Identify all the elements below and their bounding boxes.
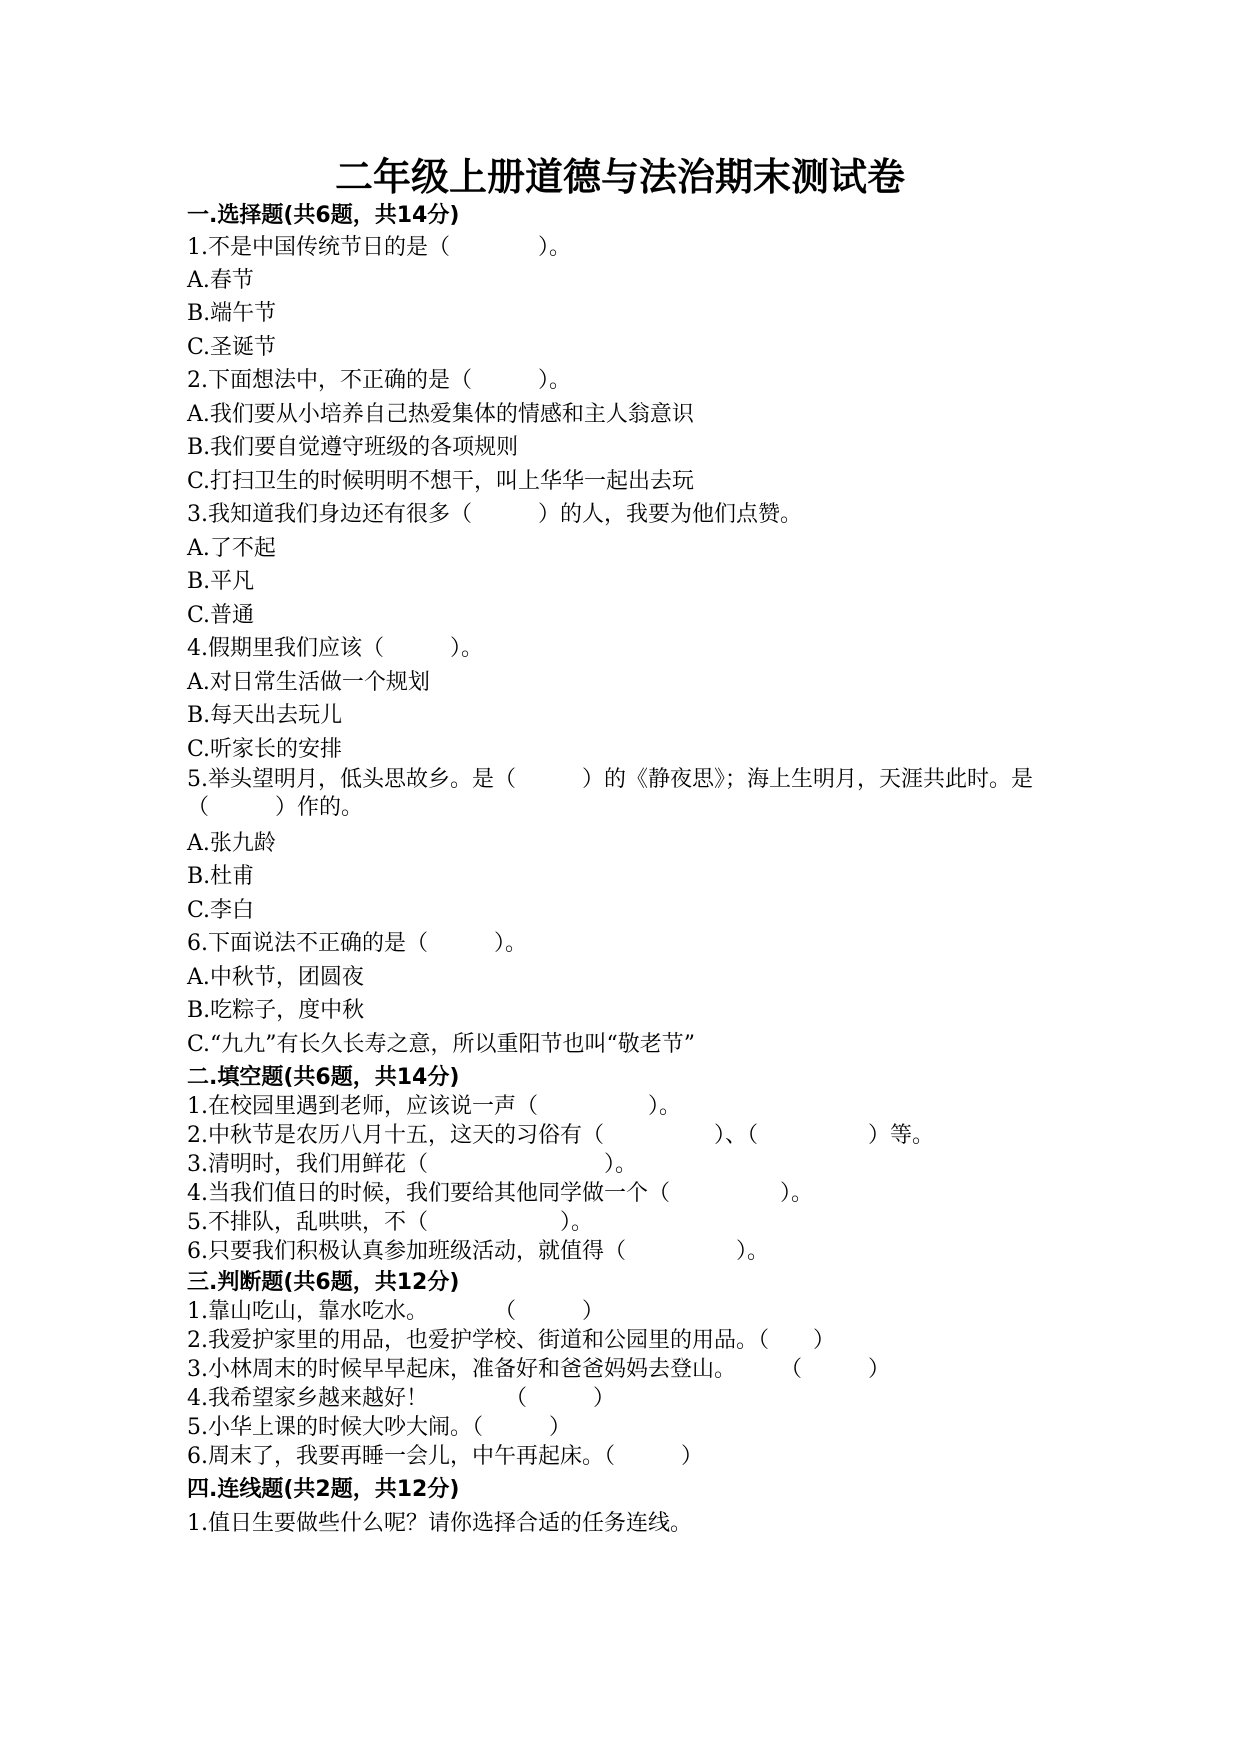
option: A.对日常生活做一个规划 bbox=[187, 670, 430, 695]
question: 1.靠山吃山，靠水吃水。 （ ） bbox=[187, 1299, 604, 1324]
option: B.杜甫 bbox=[187, 864, 255, 889]
option: C.圣诞节 bbox=[187, 335, 277, 360]
option: B.吃粽子，度中秋 bbox=[187, 998, 365, 1023]
question: 1.在校园里遇到老师，应该说一声（ ）。 bbox=[187, 1094, 681, 1119]
question: 6.只要我们积极认真参加班级活动，就值得（ ）。 bbox=[187, 1239, 769, 1264]
question: 2.我爱护家里的用品，也爱护学校、街道和公园里的用品。（ ） bbox=[187, 1328, 835, 1353]
section-heading-match: 四.连线题(共2题，共12分) bbox=[187, 1477, 460, 1502]
option: A.春节 bbox=[187, 268, 254, 293]
option: B.端午节 bbox=[187, 301, 277, 326]
option: C.普通 bbox=[187, 603, 255, 628]
option: C.李白 bbox=[187, 898, 255, 923]
option: A.我们要从小培养自己热爱集体的情感和主人翁意识 bbox=[187, 402, 694, 427]
option: C.打扫卫生的时候明明不想干，叫上华华一起出去玩 bbox=[187, 469, 695, 494]
option: A.张九龄 bbox=[187, 831, 276, 856]
section-heading-judge: 三.判断题(共6题，共12分) bbox=[187, 1270, 460, 1295]
question: 1.不是中国传统节日的是（ ）。 bbox=[187, 235, 571, 260]
question: 3.我知道我们身边还有很多（ ）的人，我要为他们点赞。 bbox=[187, 502, 802, 527]
option: B.平凡 bbox=[187, 569, 255, 594]
question: 1.值日生要做些什么呢？请你选择合适的任务连线。 bbox=[187, 1511, 692, 1536]
question: 4.当我们值日的时候，我们要给其他同学做一个（ ）。 bbox=[187, 1181, 813, 1206]
question: 4.假期里我们应该（ ）。 bbox=[187, 636, 483, 661]
question: 5.不排队，乱哄哄，不（ ）。 bbox=[187, 1210, 593, 1235]
question: 6.周末了，我要再睡一会儿，中午再起床。（ ） bbox=[187, 1444, 703, 1469]
question: 5.小华上课的时候大吵大闹。（ ） bbox=[187, 1415, 571, 1440]
option: B.每天出去玩儿 bbox=[187, 703, 343, 728]
question: 2.下面想法中，不正确的是（ ）。 bbox=[187, 368, 571, 393]
question: 3.小林周末的时候早早起床，准备好和爸爸妈妈去登山。 （ ） bbox=[187, 1357, 890, 1382]
option: A.中秋节，团圆夜 bbox=[187, 965, 364, 990]
section-heading-choice: 一.选择题(共6题，共14分) bbox=[187, 203, 460, 228]
question: 5.举头望明月，低头思故乡。是（ ）的《静夜思》；海上生明月，天涯共此时。是（ ）作的。 bbox=[187, 767, 1033, 820]
option: A.了不起 bbox=[187, 536, 276, 561]
section-heading-fill: 二.填空题(共6题，共14分) bbox=[187, 1065, 460, 1090]
option: B.我们要自觉遵守班级的各项规则 bbox=[187, 435, 519, 460]
question: 2.中秋节是农历八月十五，这天的习俗有（ ）、（ ）等。 bbox=[187, 1123, 934, 1148]
page-title: 二年级上册道德与法治期末测试卷 bbox=[334, 154, 905, 199]
option: C.“九九”有长久长寿之意，所以重阳节也叫“敬老节” bbox=[187, 1032, 696, 1057]
question: 3.清明时，我们用鲜花（ ）。 bbox=[187, 1152, 637, 1177]
question: 4.我希望家乡越来越好！ （ ） bbox=[187, 1386, 615, 1411]
question: 6.下面说法不正确的是（ ）。 bbox=[187, 931, 527, 956]
option: C.听家长的安排 bbox=[187, 737, 343, 762]
